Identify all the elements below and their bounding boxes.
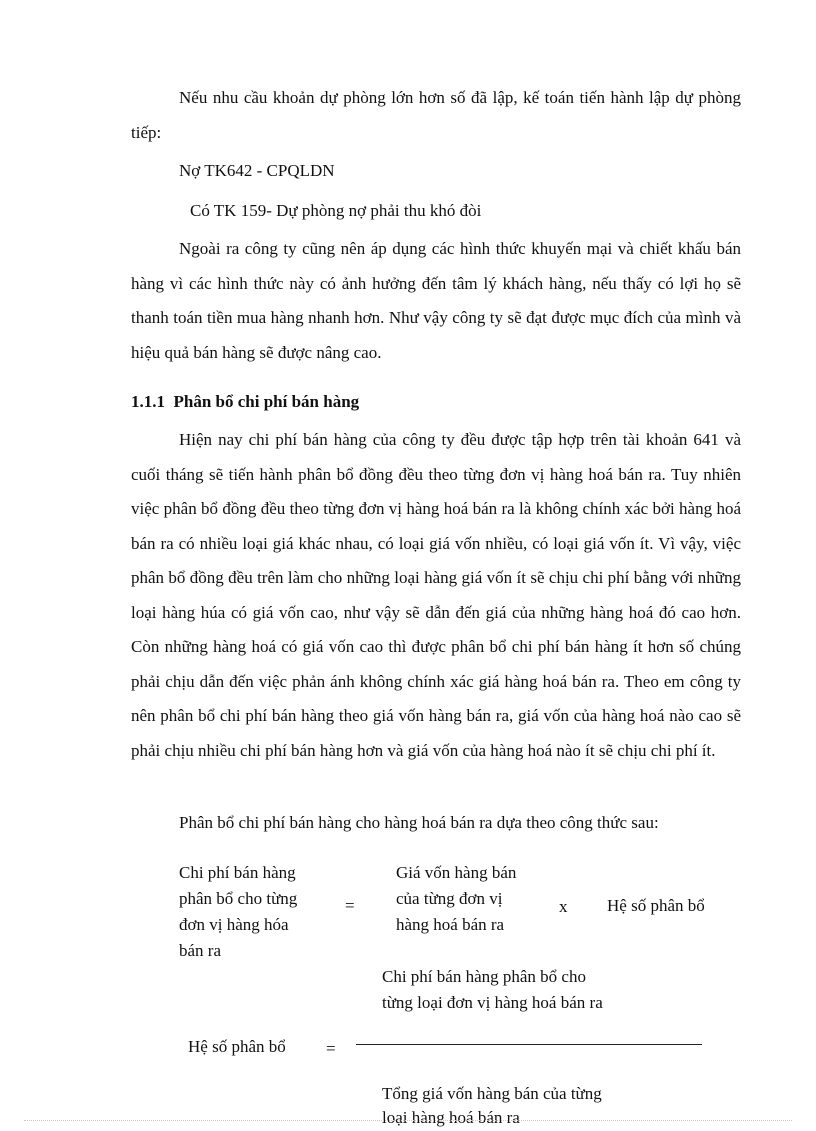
formula1-rhs-line1: Giá vốn hàng bán <box>396 863 517 882</box>
formula2-denominator-line2: loại hàng hoá bán ra <box>382 1108 520 1127</box>
formula1-rhs-line2: của từng đơn vị <box>396 889 503 908</box>
formula1-lhs-line4: bán ra <box>179 941 222 960</box>
paragraph-promotion: Ngoài ra công ty cũng nên áp dụng các hình thức khuyến mại và chiết khấu bán hàng vì các hình thức này có ảnh hưởng đến tâm lý khách hàng, nếu thấy có lợi họ sẽ thanh toán tiền mua hàng nhanh hơn. Như vậy công ty sẽ đạt được mục đích của mình và hiệu quả bán hàng sẽ được nâng cao. <box>131 239 741 362</box>
fraction-bar <box>356 1044 702 1045</box>
paragraph-cost-allocation: Hiện nay chi phí bán hàng của công ty đều được tập hợp trên tài khoản 641 và cuối tháng sẽ tiến hành phân bổ đồng đều theo từng đơn vị hàng hoá bán ra. Tuy nhiên việc phân bổ đồng đều theo từng đơn vị hàng hoá bán ra là không chính xác bởi hàng hoá bán ra có nhiều loại giá khác nhau, có loại giá vốn nhiều, có loại giá vốn ít. Vì vậy, việc phân bổ đồng đều trên làm cho những loại hàng giá vốn ít sẽ chịu chi phí bằng với những loại hàng húa có giá vốn cao, như vậy sẽ dẫn đến giá của những hàng hoá đó cao hơn. Còn những hàng hoá có giá vốn cao thì được phân bổ chi phí bán hàng ít hơn số chúng phải chịu dẫn đến việc phản ánh không chính xác giá hàng hoá bán ra. Theo em công ty nên phân bổ chi phí bán hàng theo giá vốn hàng bán ra, giá vốn của hàng hoá nào cao sẽ phải chịu nhiều chi phí bán hàng hơn và giá vốn của hàng hoá nào ít sẽ chịu chi phí ít. <box>131 430 741 760</box>
formula1-lhs-line2: phân bổ cho từng <box>179 889 298 908</box>
section-number: 1.1.1 <box>131 392 165 411</box>
section-title: Phân bổ chi phí bán hàng <box>173 392 360 411</box>
formula1-lhs-line3: đơn vị hàng hóa <box>179 915 289 934</box>
paragraph-provision-intro: Nếu nhu cầu khoản dự phòng lớn hơn số đã lập, kế toán tiến hành lập dự phòng tiếp: <box>131 88 741 142</box>
formula1-factor: Hệ số phân bổ <box>607 896 705 915</box>
page-bottom-divider <box>24 1120 792 1121</box>
formula1-rhs-line3: hàng hoá bán ra <box>396 915 505 934</box>
formula2-numerator-line1: Chi phí bán hàng phân bổ cho <box>382 967 586 986</box>
formula1-lhs-line1: Chi phí bán hàng <box>179 863 296 882</box>
formula2-lhs: Hệ số phân bổ <box>188 1037 286 1056</box>
formula2-numerator-line2: từng loại đơn vị hàng hoá bán ra <box>382 993 603 1012</box>
formula1-times-sign: x <box>559 897 568 916</box>
formula2-denominator-line1: Tổng giá vốn hàng bán của từng <box>382 1084 602 1103</box>
formula2-equals-sign: = <box>326 1039 336 1058</box>
entry-credit: Có TK 159- Dự phòng nợ phải thu khó đòi <box>190 201 482 220</box>
entry-debit: Nợ TK642 - CPQLDN <box>179 161 335 180</box>
formula1-equals-sign: = <box>345 896 355 915</box>
section-heading <box>131 390 359 414</box>
formula-intro: Phân bổ chi phí bán hàng cho hàng hoá bán ra dựa theo công thức sau: <box>179 813 659 832</box>
